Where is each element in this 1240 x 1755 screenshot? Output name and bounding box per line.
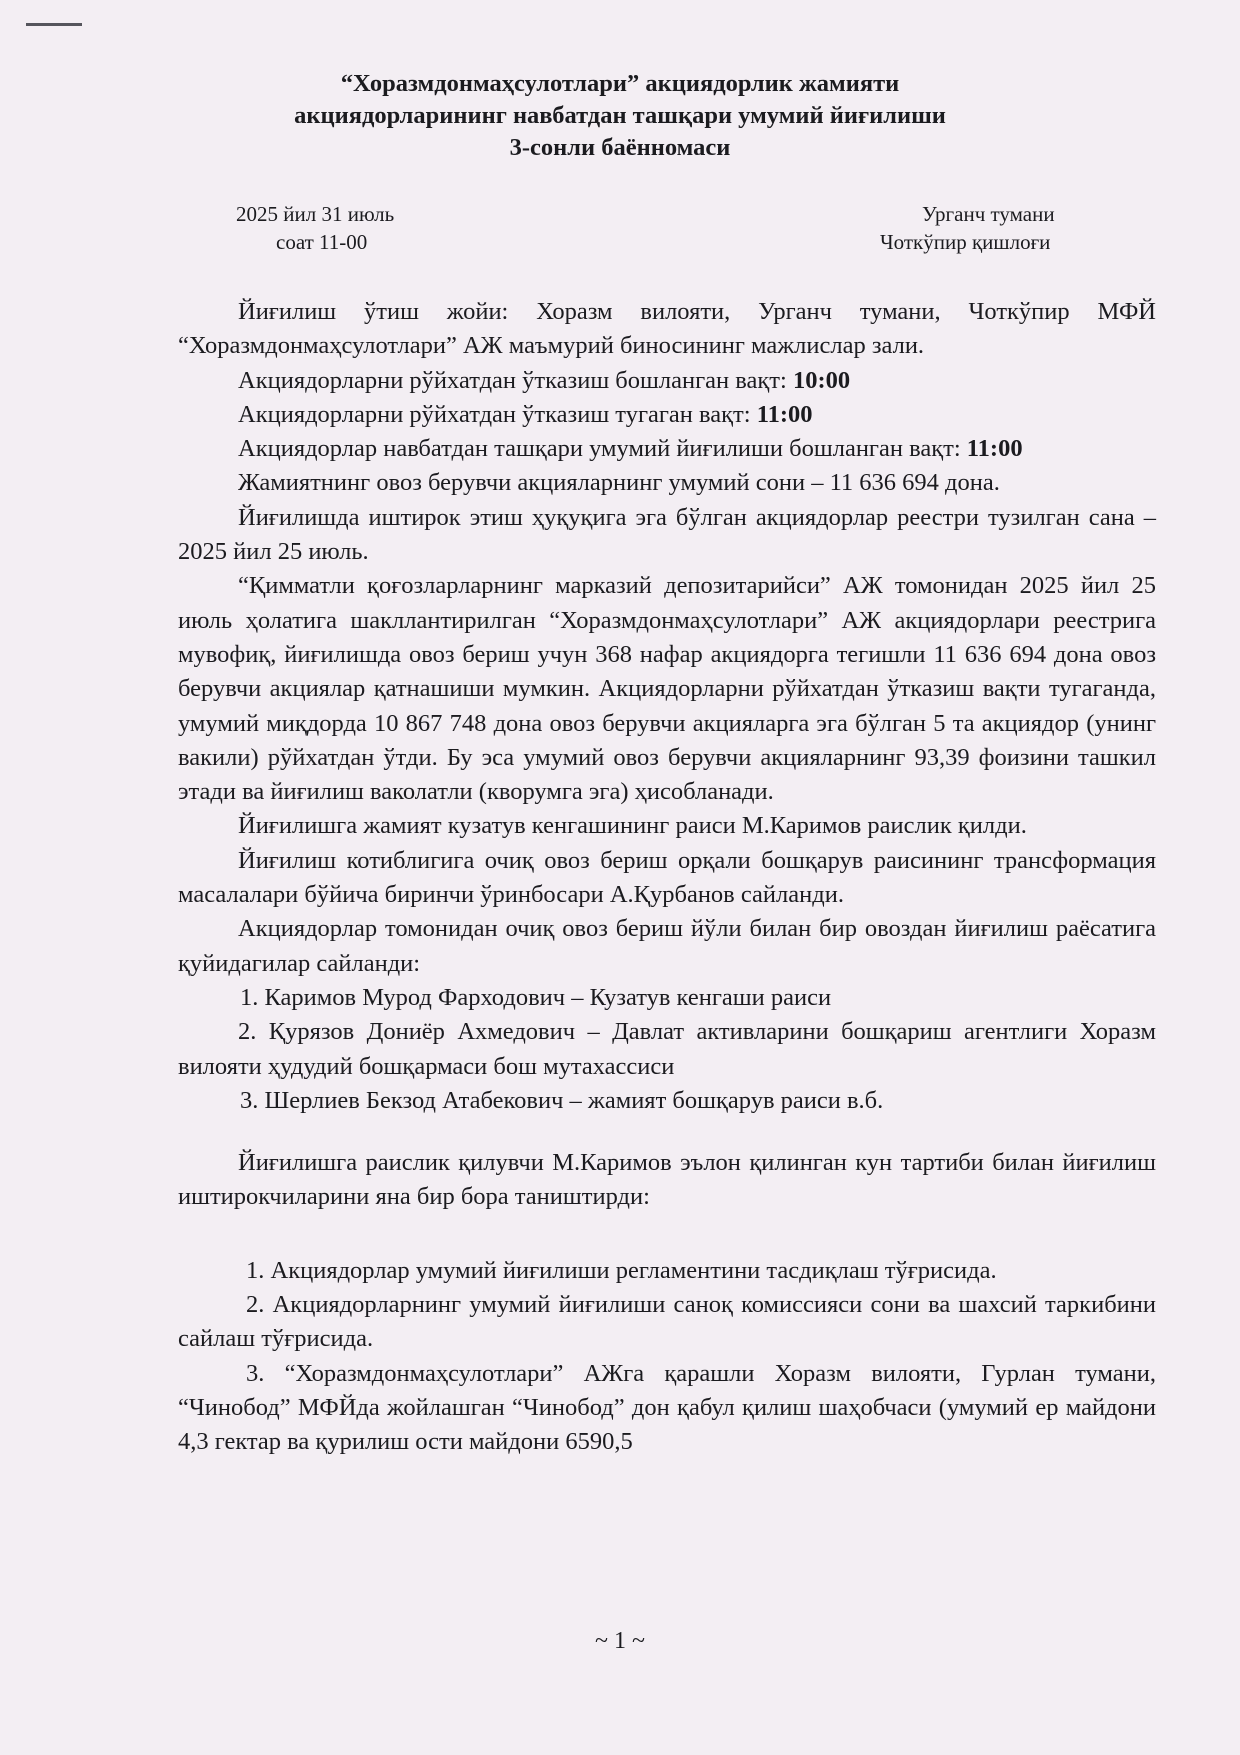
paragraph-reg-end bbox=[178, 398, 1156, 432]
title-line-3: 3-сонли баённомаси bbox=[509, 134, 731, 161]
presidium-item-2: 2. Қурязов Дониёр Ахмедович – Давлат активларини бошқариш агентлиги Хоразм вилояти ҳудудий бошқармаси бош мутахассиси bbox=[178, 1018, 1156, 1080]
paragraph-meeting-start bbox=[178, 432, 1156, 466]
agenda-item-1: 1. Акциядорлар умумий йиғилиши регламентини тасдиқлаш тўғрисида. bbox=[246, 1256, 997, 1284]
meeting-start-value: 11:00 bbox=[966, 435, 1023, 463]
reg-end-label: Акциядорларни рўйхатдан ўтказиш тугаган вақт: bbox=[238, 400, 757, 428]
paragraph-presidium-intro: Акциядорлар томонидан очиқ овоз бериш йўли билан бир овоздан йиғилиш раёсатига қуйидагилар сайланди: bbox=[178, 915, 1156, 977]
scan-mark bbox=[26, 23, 82, 26]
paragraph-quorum: “Қимматли қоғозларларнинг марказий депозитарийси” АЖ томонидан 2025 йил 25 июль ҳолатига шакллантирилган “Хоразмдонмаҳсулотлари” АЖ акциядорлари реестрига мувофиқ, йиғилишда овоз бериш учун 368 нафар акциядорга тегишли 11 636 694 дона овоз берувчи акциялар қатнашиши мумкин. Акциядорларни рўйхатдан ўтказиш вақти тугаганда, умумий миқдорда 10 867 748 дона овоз берувчи акцияларга эга бўлган 5 та акциядор (унинг вакили) рўйхатдан ўтди. Бу эса умумий овоз берувчи акцияларнинг 93,39 фоизини ташкил этади ва йиғилиш ваколатли (кворумга эга) ҳисобланади. bbox=[178, 572, 1156, 806]
meeting-start-label: Акциядорлар навбатдан ташқари умумий йиғилиши бошланган вақт: bbox=[238, 435, 967, 463]
reg-start-label: Акциядорларни рўйхатдан ўтказиш бошланган вақт: bbox=[238, 366, 793, 394]
document-title bbox=[180, 68, 1060, 164]
meta-date-time bbox=[236, 200, 394, 256]
paragraph-secretary: Йиғилиш котиблигига очиқ овоз бериш орқали бошқарув раисининг трансформация масалалари бўйича биринчи ўринбосари А.Қурбанов сайланди. bbox=[178, 846, 1156, 909]
meeting-date: 2025 йил 31 июль bbox=[236, 202, 395, 226]
reg-end-value: 11:00 bbox=[756, 400, 813, 428]
agenda-item-2: 2. Акциядорларнинг умумий йиғилиши саноқ комиссияси сони ва шахсий таркибини сайлаш тўғрисида. bbox=[178, 1291, 1156, 1353]
title-line-2: акциядорларининг навбатдан ташқари умумий йиғилиши bbox=[294, 102, 946, 129]
title-line-1: “Хоразмдонмаҳсулотлари” акциядорлик жамияти bbox=[340, 70, 900, 97]
meeting-time: соат 11-00 bbox=[276, 230, 368, 254]
paragraph-venue: Йиғилиш ўтиш жойи: Хоразм вилояти, Урганч тумани, Чоткўпир МФЙ “Хоразмдонмаҳсулотлари” АЖ маъмурий биносининг мажлислар зали. bbox=[178, 298, 1156, 360]
meta-location bbox=[880, 200, 1100, 256]
paragraph-reg-start bbox=[178, 364, 1156, 398]
paragraph-chair: Йиғилишга жамият кузатув кенгашининг раиси М.Каримов раислик қилди. bbox=[238, 812, 1027, 840]
paragraph-shares-total: Жамиятнинг овоз берувчи акцияларнинг умумий сони – 11 636 694 дона. bbox=[238, 469, 1000, 497]
reg-start-value: 10:00 bbox=[792, 366, 851, 394]
agenda-item-3: 3. “Хоразмдонмаҳсулотлари” АЖга қарашли Хоразм вилояти, Гурлан тумани, “Чинобод” МФЙда жойлашган “Чинобод” дон қабул қилиш шаҳобчаси (умумий ер майдони 4,3 гектар ва қурилиш ости майдони 6590,5 bbox=[178, 1359, 1156, 1456]
paragraph-agenda-intro: Йиғилишга раислик қилувчи М.Каримов эълон қилинган кун тартиби билан йиғилиш иштирокчиларини яна бир бора таништирди: bbox=[178, 1149, 1156, 1211]
page-number: ~ 1 ~ bbox=[595, 1628, 645, 1654]
document-body bbox=[178, 295, 1156, 1460]
meeting-village: Чоткўпир қишлоғи bbox=[880, 230, 1051, 254]
presidium-item-3: 3. Шерлиев Бекзод Атабекович – жамият бошқарув раиси в.б. bbox=[240, 1086, 884, 1114]
meeting-district: Урганч тумани bbox=[922, 202, 1055, 226]
paragraph-registry-date: Йиғилишда иштирок этиш ҳуқуқига эга бўлган акциядорлар реестри тузилган сана – 2025 йил 25 июль. bbox=[178, 503, 1156, 566]
presidium-item-1: 1. Каримов Мурод Фарходович – Кузатув кенгаши раиси bbox=[240, 983, 832, 1011]
